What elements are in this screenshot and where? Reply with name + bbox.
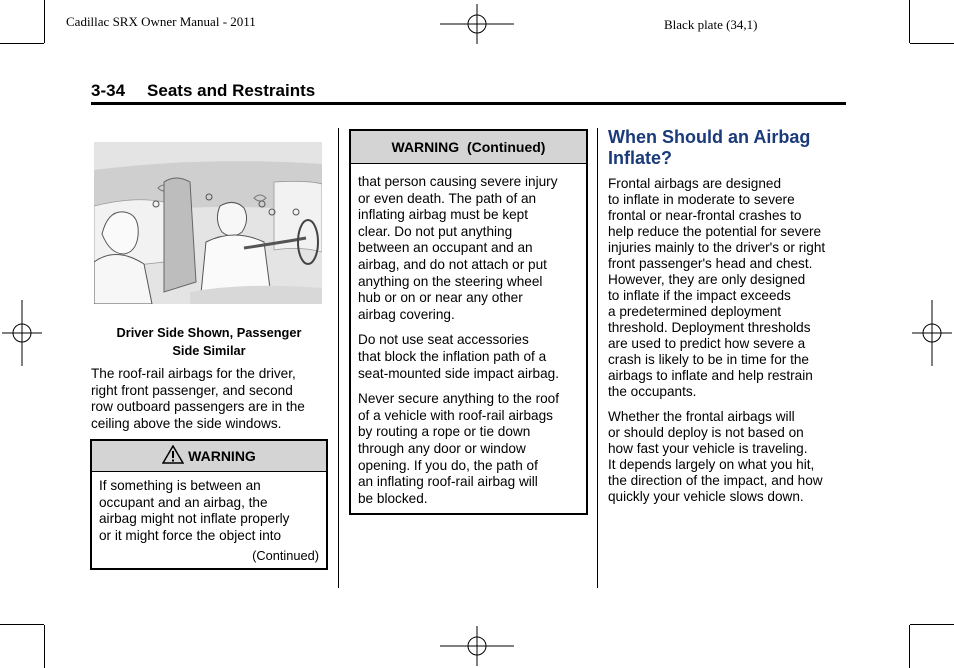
header-manual-title: Cadillac SRX Owner Manual - 2011	[66, 14, 256, 29]
warning-continued-box	[349, 129, 588, 515]
paragraph: Do not use seat accessories that block the inflation path of a seat-mounted side impact airbag.	[358, 332, 559, 381]
crop-mark	[44, 625, 45, 668]
warning-body: If something is between an occupant and an airbag, the airbag might not inflate properly or it might force the object into (Continued)	[99, 478, 319, 564]
crop-mark	[909, 0, 910, 43]
continued-label: (Continued)	[252, 548, 319, 564]
airbag-inflate-text	[608, 176, 848, 514]
section-heading	[91, 81, 315, 101]
warning-continued-header: WARNING (Continued)	[351, 131, 586, 164]
car-interior-drawing	[94, 142, 322, 304]
paragraph: that person causing severe injury or even death. The path of an inflating airbag must be kept clear. Do not put anything between an occupant and an airbag, and do not attach or put anything on the steering wheel hub or on or near any other airbag covering.	[358, 174, 558, 322]
crop-mark	[0, 624, 44, 625]
subsection-heading: When Should an Airbag Inflate?	[608, 127, 811, 168]
column-divider	[597, 128, 598, 588]
warning-triangle-icon	[162, 445, 184, 464]
registration-mark-right	[912, 300, 952, 366]
header-rule	[91, 102, 846, 105]
registration-mark-top	[440, 4, 514, 44]
crop-mark	[910, 43, 954, 44]
crop-mark	[0, 43, 44, 44]
warning-header: WARNING	[92, 441, 326, 472]
airbag-illustration	[94, 142, 322, 304]
column-divider	[338, 128, 339, 588]
crop-mark	[909, 625, 910, 668]
roof-rail-paragraph: The roof-rail airbags for the driver, right front passenger, and second row outboard passengers are in the ceiling above the side windows.	[91, 366, 305, 431]
paragraph: Whether the frontal airbags will or should deploy is not based on how fast your vehicle is traveling. It depends largely on what you hit, the direction of the impact, and how quickly your vehicle slows down.	[608, 409, 823, 504]
registration-mark-left	[2, 300, 42, 366]
crop-mark	[44, 0, 45, 43]
figure-caption: Driver Side Shown, Passenger Side Similar	[116, 325, 302, 358]
paragraph: Frontal airbags are designed to inflate in moderate to severe frontal or near-frontal crashes to help reduce the potential for severe injuries mainly to the driver's or right front passenger's head and chest. However, they are only designed to inflate if the impact exceeds a predetermined deployment threshold. Deployment thresholds are used to predict how severe a crash is likely to be in time for the airbags to inflate and help restrain the occupants.	[608, 176, 826, 399]
section-title: Seats and Restraints	[147, 81, 316, 100]
page-number: 3-34	[91, 81, 126, 100]
header-plate-info: Black plate (34,1)	[664, 17, 758, 32]
warning-box	[90, 439, 328, 570]
registration-mark-bottom	[440, 626, 514, 666]
warning-continued-body	[351, 164, 586, 507]
paragraph: Never secure anything to the roof of a vehicle with roof-rail airbags by routing a rope or tie down through any door or window opening. If you do, the path of an inflating roof-rail airbag will be blocked.	[358, 391, 559, 506]
crop-mark	[910, 624, 954, 625]
